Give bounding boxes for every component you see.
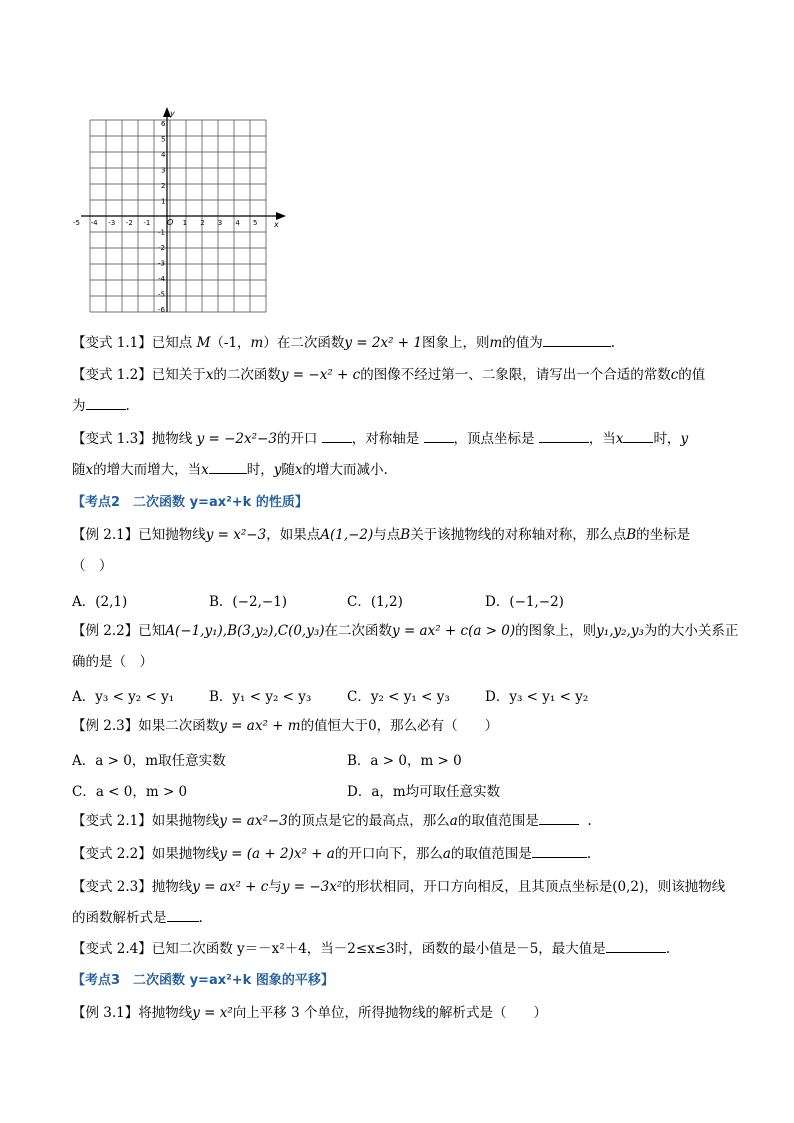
text: ，当 [588, 431, 616, 447]
points: A(−1,y₁),B(3,y₂),C(0,y₃) [165, 623, 325, 639]
grid-tick-labels [73, 120, 257, 314]
text: 的坐标是 [636, 527, 691, 543]
answer-blank[interactable] [532, 845, 587, 858]
var-x: x [201, 462, 209, 478]
text: 已知二次函数 y＝－x²＋4，当－2≤x≤3时，函数的最小值是－5，最大值是 [151, 941, 606, 957]
var-m: m [489, 335, 503, 351]
text: 的值 [678, 367, 706, 383]
y-tick-label: 3 [161, 166, 166, 175]
text: ，那么必有（ ） [376, 718, 499, 734]
var-c: c [670, 367, 679, 383]
text: 的取值范围是 [457, 813, 539, 829]
text: ，顶点坐标是 [453, 431, 535, 447]
text: 关于该抛物线的对称轴对称，那么点 [410, 527, 627, 543]
point-b: B [400, 527, 411, 543]
answer-blank[interactable] [424, 430, 454, 443]
text: 的增大而增大，当 [93, 462, 202, 478]
text: 已知关于 [151, 367, 206, 383]
text: 随 [281, 462, 295, 478]
answer-blank[interactable] [209, 461, 247, 474]
var-x: x [294, 462, 303, 478]
formula: y = ax² + c [192, 879, 269, 895]
x-tick-label: -1 [143, 219, 151, 227]
text: 将抛物线 [138, 1005, 193, 1021]
formula: y = ax² + c(a > 0) [392, 623, 516, 639]
formula: y = −3x² [281, 879, 343, 895]
text: 的值为 [502, 335, 543, 351]
example-tag: 【例 2.1】 [72, 527, 139, 543]
text: . [586, 846, 592, 862]
variant-1-1 [72, 334, 615, 352]
example-3-1 [72, 1004, 547, 1022]
var-x: x [205, 367, 214, 383]
text: 的增大而减小. [302, 462, 388, 478]
variant-tag: 【变式 2.3】 [72, 879, 152, 895]
example-2-3 [72, 717, 498, 735]
answer-blank[interactable] [322, 430, 352, 443]
answer-blank[interactable] [167, 909, 199, 922]
variant-1-2 [72, 366, 705, 384]
formula: y = −2x²−3 [196, 431, 277, 447]
text: 的函数解析式是 [72, 910, 167, 926]
x-tick-label: 3 [217, 219, 223, 227]
text: 的取值范围是 [450, 846, 532, 862]
origin-label: O [167, 218, 174, 227]
example-2-2 [72, 622, 738, 640]
example-2-1-paren: （ ） [72, 558, 113, 574]
var-y: y [273, 462, 282, 478]
text: ）在二次函数 [263, 335, 345, 351]
text: 图象上，则 [421, 335, 490, 351]
var-a: a [442, 846, 451, 862]
x-tick-label: 1 [182, 219, 188, 227]
example-tag: 【例 3.1】 [72, 1005, 139, 1021]
variant-2-3-cont [72, 909, 203, 927]
variant-tag: 【变式 1.2】 [72, 367, 152, 383]
x-tick-label: 4 [235, 219, 240, 227]
text: 为 [72, 398, 86, 414]
variant-2-1 [72, 812, 592, 830]
point-m-label: M [196, 335, 211, 351]
text: ，则该抛物线 [644, 879, 726, 895]
y-tick-label: 6 [161, 120, 166, 128]
option-c[interactable]: C．y₂ < y₁ < y₃ [347, 689, 450, 705]
point-b: B [626, 527, 637, 543]
text: 时， [246, 462, 274, 478]
option-a[interactable]: A．a > 0，m取任意实数 [72, 753, 226, 769]
text: 抛物线 [151, 431, 193, 447]
formula: y = ax²−3 [219, 813, 288, 829]
text: 随 [72, 462, 86, 478]
x-tick-label: -5 [73, 219, 80, 227]
answer-blank[interactable] [606, 940, 666, 953]
variant-tag: 【变式 2.1】 [72, 813, 152, 829]
variant-tag: 【变式 1.3】 [72, 431, 152, 447]
option-d[interactable]: D．a，m均可取任意实数 [347, 784, 501, 800]
option-a[interactable]: A．y₃ < y₂ < y₁ [72, 689, 175, 705]
formula: y = −x² + c [280, 367, 361, 383]
option-d[interactable]: D．(−1,−2) [485, 594, 564, 610]
text: 已知抛物线 [138, 527, 206, 543]
var-x: x [85, 462, 94, 478]
y-tick-label: -5 [158, 290, 165, 299]
answer-blank[interactable] [543, 334, 611, 347]
y-tick-label: -2 [158, 244, 165, 252]
x-axis-arrow [276, 212, 286, 220]
y-tick-label: -4 [158, 275, 165, 283]
var-x: x [615, 431, 624, 447]
option-c[interactable]: C．(1,2) [347, 594, 403, 610]
variant-tag: 【变式 2.2】 [72, 846, 152, 862]
option-d[interactable]: D．y₃ < y₁ < y₂ [485, 689, 589, 705]
text: ，对称轴是 [351, 431, 420, 447]
variant-1-3-cont [72, 461, 388, 479]
text: 时， [653, 431, 681, 447]
text: 的开口向下，那么 [334, 846, 443, 862]
coordinate-grid [73, 104, 291, 320]
var-m: m [250, 335, 264, 351]
variant-tag: 【变式 1.1】 [72, 335, 152, 351]
option-b[interactable]: B．y₁ < y₂ < y₃ [209, 689, 312, 705]
y-tick-label: -6 [158, 306, 165, 314]
answer-blank[interactable] [539, 812, 579, 825]
text: 已知 [138, 623, 166, 639]
y-tick-label: -3 [158, 259, 165, 268]
section-heading-3: 【考点3 二次函数 y=ax²+k 图象的平移】 [72, 973, 334, 988]
y-tick-label: 5 [161, 135, 166, 144]
text: 如果二次函数 [138, 718, 220, 734]
text: 的图象上，则 [515, 623, 597, 639]
text: 与点 [373, 527, 401, 543]
text: 在二次函数 [324, 623, 393, 639]
text: 向上平移 3 个单位，所得抛物线的解析式是（ ） [232, 1005, 547, 1021]
y-tick-label: 2 [161, 182, 166, 190]
text: 与 [268, 879, 282, 895]
x-tick-label: -4 [90, 219, 98, 227]
formula: y = x²−3 [205, 527, 267, 543]
variant-1-3 [72, 430, 688, 448]
text: . [587, 813, 592, 829]
answer-blank[interactable] [623, 430, 653, 443]
text: 的开口 [276, 431, 318, 447]
text: 的顶点是它的最高点，那么 [287, 813, 450, 829]
option-c[interactable]: C．a < 0，m > 0 [72, 784, 188, 800]
x-tick-label: 5 [253, 219, 258, 227]
variant-1-2-cont [72, 397, 130, 415]
text: 的二次函数 [213, 367, 281, 383]
var-a: a [449, 813, 458, 829]
formula: y = ax² + m [219, 718, 301, 734]
text: . [665, 941, 671, 957]
formula: y = 2x² + 1 [344, 335, 422, 351]
text: 的值恒大于 [300, 718, 369, 734]
example-tag: 【例 2.2】 [72, 623, 139, 639]
variant-2-4 [72, 940, 670, 958]
formula: y = x² [192, 1005, 233, 1021]
text: 如果抛物线 [151, 813, 220, 829]
example-tag: 【例 2.3】 [72, 718, 139, 734]
text: 为的大小关系正 [643, 623, 739, 639]
answer-blank[interactable] [539, 430, 589, 443]
var-y: y [680, 431, 689, 447]
zero: 0 [368, 718, 377, 734]
formula: y = (a + 2)x² + a [219, 846, 335, 862]
example-2-2-cont: 确的是（ ） [72, 654, 153, 670]
y-axis-label: y [170, 109, 175, 118]
x-axis-label: x [274, 220, 279, 229]
text: . [198, 910, 203, 926]
point-a: A(1,−2) [320, 527, 374, 543]
section-heading-2: 【考点2 二次函数 y=ax²+k 的性质】 [72, 495, 308, 510]
text: 的图像不经过第一、二象限，请写出一个合适的常数 [360, 367, 671, 383]
variant-2-2 [72, 845, 591, 863]
option-b[interactable]: B．a > 0，m > 0 [347, 753, 462, 769]
text: 的形状相同，开口方向相反，且其顶点坐标是 [342, 879, 613, 895]
x-tick-label: -3 [108, 219, 116, 227]
y-tick-label: -1 [158, 228, 165, 237]
text: 抛物线 [151, 879, 193, 895]
y-tick-label: 4 [161, 151, 166, 159]
option-b[interactable]: B．(−2,−1) [209, 594, 288, 610]
y-tick-label: 1 [161, 197, 166, 206]
variant-tag: 【变式 2.4】 [72, 941, 152, 957]
text: （-1， [210, 335, 251, 351]
text: . [610, 335, 616, 351]
option-a[interactable]: A．(2,1) [72, 594, 128, 610]
text: 已知点 [151, 335, 193, 351]
x-tick-label: 2 [200, 219, 205, 227]
point: (0,2) [612, 879, 645, 895]
text: ，如果点 [266, 527, 321, 543]
vars-y: y₁,y₂,y₃ [596, 623, 644, 639]
variant-2-3 [72, 878, 725, 896]
text: . [125, 398, 130, 414]
text: 如果抛物线 [151, 846, 220, 862]
answer-blank[interactable] [86, 397, 126, 410]
x-tick-label: -2 [125, 219, 133, 227]
example-2-1 [72, 526, 690, 544]
